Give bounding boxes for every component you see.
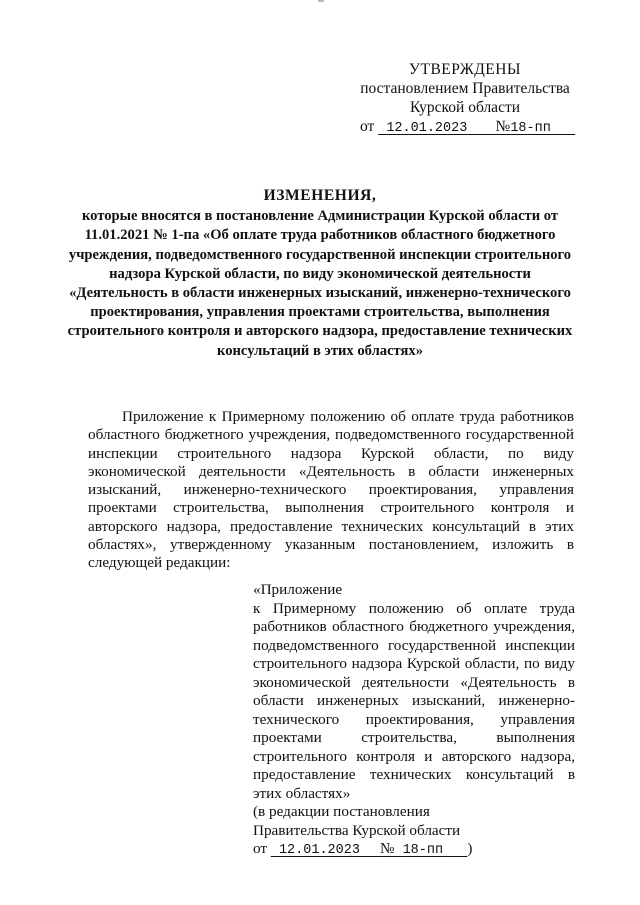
appendix-number-value: 18-пп — [402, 843, 444, 858]
approval-number-prefix: № — [495, 118, 511, 135]
appendix-text: к Примерному положению об оплате труда работников областного бюджетного учреждения, подведомственного государственной инспекции строительного надзора Курской области, по виду экономической деятельности «Деятельность в области инженерных изысканий, инженерно-технического проектирования, управления проектами строительства, выполнения строительного контроля и авторского надзора, предоставление технических консультаций в этих областях» — [253, 599, 575, 802]
body-paragraph-text: Приложение к Примерному положению об оплате труда работников областного бюджетного учреждения, подведомственного государственной инспекции строительного надзора Курской области, по виду экономической деятельности «Деятельность в области инженерных изысканий, инженерно-технического проектирования, управления проектами строительства, выполнения строительного контроля и авторского надзора, предоставление технических консультаций в этих областях», утвержденному указанным постановлением, изложить в следующей редакции: — [88, 408, 574, 572]
document-title — [60, 186, 580, 361]
approval-line-1: постановлением Правительства — [360, 80, 570, 97]
appendix-date-prefix: от — [253, 840, 268, 857]
appendix-closing-paren: ) — [467, 840, 473, 857]
appendix-edition-line-1: (в редакции постановления — [253, 803, 430, 820]
appendix-edition-line-2: Правительства Курской области — [253, 821, 461, 839]
appendix-date-value: 12.01.2023 — [278, 843, 360, 858]
appendix-block — [253, 581, 575, 861]
approval-heading: УТВЕРЖДЕНЫ — [409, 61, 521, 78]
body-paragraph — [88, 408, 574, 573]
approval-block — [360, 60, 570, 138]
approval-number-value: 18-пп — [510, 121, 551, 136]
title-subtitle: которые вносятся в постановление Администрации Курской области от 11.01.2021 № 1-па «Об оплате труда работников областного бюджетного учреждения, подведомственного государственной инспекции строительного надзора Курской области, по виду экономической деятельности «Деятельность в области инженерных изысканий, инженерно-технического проектирования, управления проектами строительства, выполнения строительного контроля и авторского надзора, предоставление технических консультаций в этих областях» — [67, 208, 573, 359]
title-main: ИЗМЕНЕНИЯ, — [263, 187, 377, 204]
approval-date-value: 12.01.2023 — [386, 121, 468, 136]
appendix-heading: «Приложение — [253, 581, 343, 598]
approval-line-2: Курской области — [409, 99, 521, 116]
approval-date-prefix: от — [360, 118, 375, 135]
appendix-number-prefix: № — [379, 840, 395, 857]
scan-artifact — [318, 0, 324, 2]
appendix-date-line — [253, 840, 575, 861]
approval-date-line — [360, 117, 570, 138]
